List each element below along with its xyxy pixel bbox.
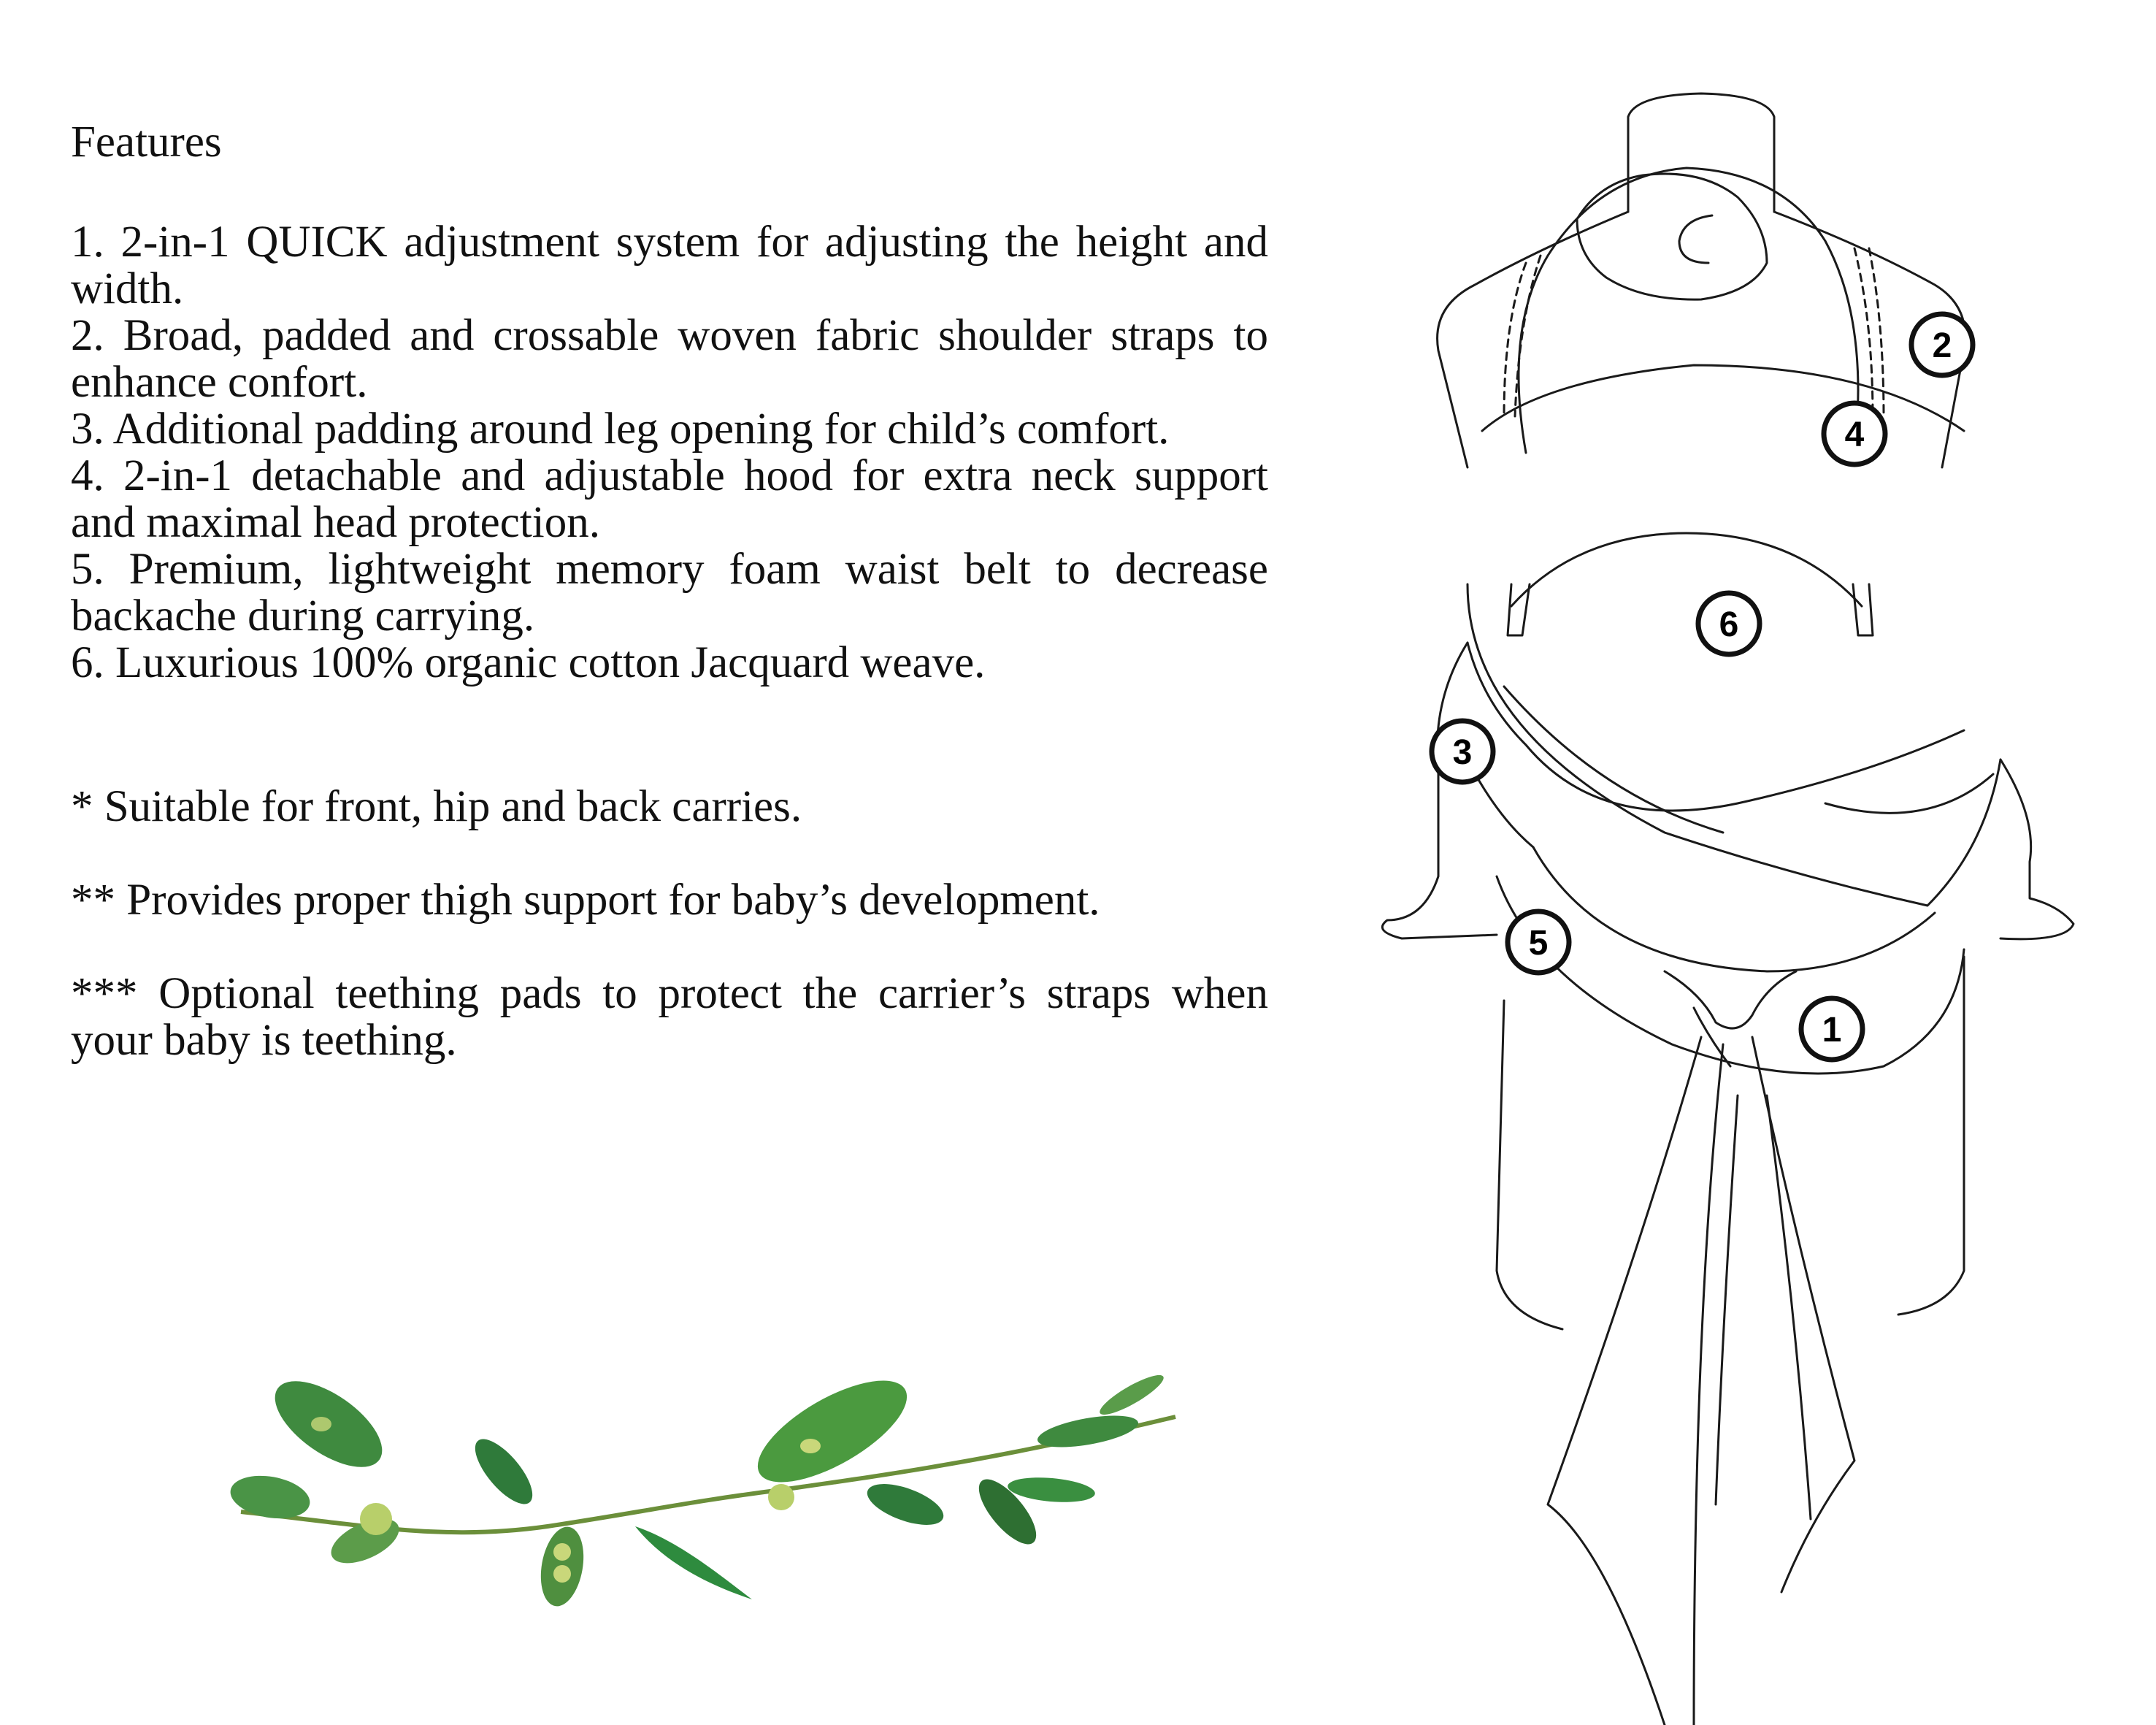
features-heading: Features (71, 118, 222, 167)
feature-item-1: 1. 2-in-1 QUICK adjustment system for adjusting the height and width. (71, 218, 1268, 313)
callout-2 (1911, 314, 1973, 375)
callout-2-label: 2 (1932, 326, 1952, 365)
feature-item-6: 6. Luxurious 100% organic cotton Jacquard weave. (71, 638, 986, 687)
callout-1-label: 1 (1822, 1011, 1842, 1049)
callout-5 (1508, 911, 1569, 973)
callout-4-label: 4 (1844, 416, 1865, 454)
callout-4 (1824, 403, 1885, 464)
callout-3 (1432, 721, 1493, 782)
callout-5-label: 5 (1528, 924, 1549, 963)
callout-1 (1801, 998, 1862, 1060)
note-carry-positions: * Suitable for front, hip and back carries. (71, 782, 802, 831)
note-thigh-support: ** Provides proper thigh support for baby’s development. (71, 876, 1100, 925)
note-teething-pads: *** Optional teething pads to protect the carrier’s straps when your baby is teething. (71, 969, 1268, 1065)
feature-item-3: 3. Additional padding around leg opening for child’s comfort. (71, 405, 1170, 454)
leaf-branch-illustration (226, 1344, 1190, 1607)
feature-item-5: 5. Premium, lightweight memory foam waist belt to decrease backache during carrying. (71, 545, 1268, 640)
features-list (71, 219, 1268, 686)
feature-item-2: 2. Broad, padded and crossable woven fabric shoulder straps to enhance confort. (71, 311, 1268, 407)
callout-3-label: 3 (1452, 733, 1473, 772)
notes-list (71, 784, 1268, 1111)
callout-6-label: 6 (1719, 605, 1739, 644)
feature-item-4: 4. 2-in-1 detachable and adjustable hood for extra neck support and maximal head protection. (71, 451, 1268, 547)
baby-carrier-diagram (1358, 73, 2103, 1725)
leaf-group (227, 1361, 1167, 1607)
callout-6 (1698, 593, 1760, 654)
